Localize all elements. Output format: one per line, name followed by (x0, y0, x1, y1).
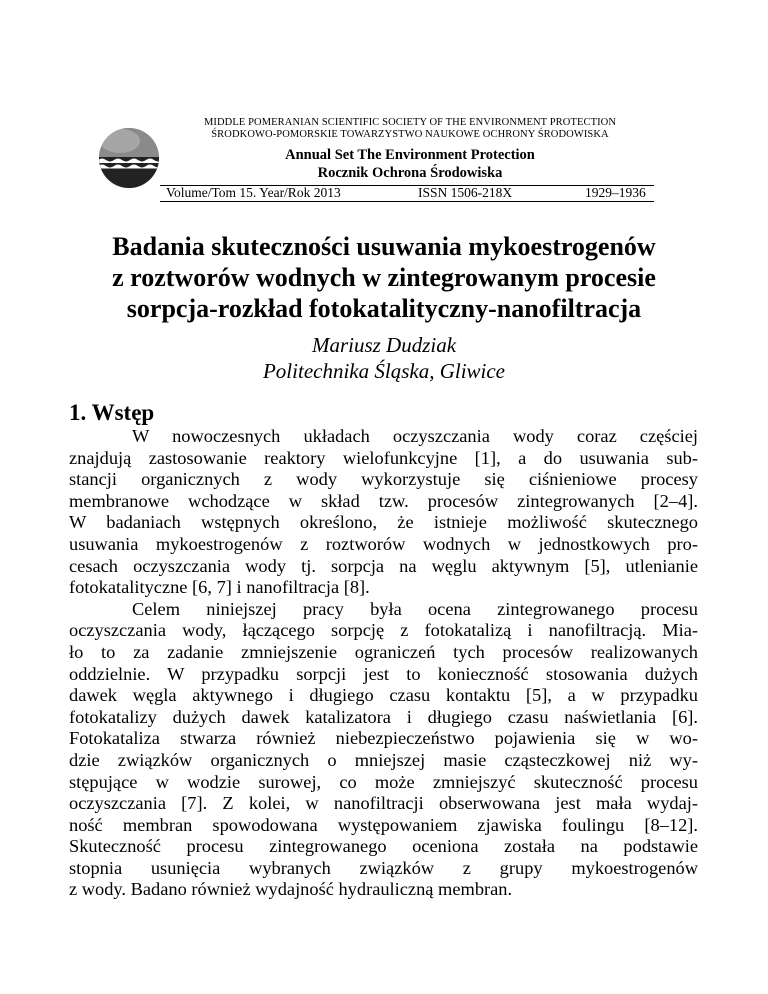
paragraph-line: dzie związków organicznych o mniejszej masie cząsteczkowej niż wy- (69, 749, 698, 770)
paragraph-line: usuwania mykoestrogenów z roztworów wodnych w jednostkowych pro- (69, 533, 698, 554)
paragraph-line: fotokatalityczne [6, 7] i nanofiltracja [8]. (69, 577, 370, 598)
author-affiliation: Politechnika Śląska, Gliwice (262, 359, 506, 383)
paragraph-line: ność membran spowodowana występowaniem zjawiska foulingu [8–12]. (69, 814, 698, 835)
paragraph-line: fotokatalizy dużych dawek katalizatora i długiego czasu naświetlania [6]. (69, 706, 698, 727)
paragraph-line: oczyszczania wody, łączącego sorpcję z fotokatalizą i nanofiltracją. Mia- (69, 620, 698, 641)
society-logo-icon (98, 127, 160, 189)
paragraph-line: z wody. Badano również wydajność hydrauliczną membran. (69, 879, 513, 900)
page-range: 1929–1936 (585, 185, 646, 200)
paragraph-line: oddzielnie. W przypadku sorpcji jest to konieczność stosowania dużych (69, 663, 698, 684)
paragraph-line: oczyszczania [7]. Z kolei, w nanofiltracji obserwowana jest mała wydaj- (69, 793, 698, 814)
paragraph-line: Celem niniejszej pracy była ocena zintegrowanego procesu (132, 598, 698, 619)
paragraph-line: W nowoczesnych układach oczyszczania wody coraz częściej (132, 426, 698, 446)
volume-year: Volume/Tom 15. Year/Rok 2013 (166, 185, 341, 200)
paragraph-line: stępujące w wodzie surowej, co może zmniejszyć skuteczność procesu (69, 771, 698, 792)
society-name-pl: ŚRODKOWO-POMORSKIE TOWARZYSTWO NAUKOWE OCHRONY ŚRODOWISKA (211, 129, 609, 140)
paragraph-line: cesach oczyszczania wody tj. sorpcja na węglu aktywnym [5], utlenianie (69, 555, 698, 576)
body-text (69, 426, 698, 901)
paragraph-line: W badaniach wstępnych określono, że istnieje możliwość skutecznego (69, 512, 698, 533)
paragraph-line: stancji organicznych z wody wykorzystuje się ciśnieniowe procesy (69, 469, 698, 490)
paragraph-line: Fotokataliza stwarza również niebezpieczeństwo pojawienia się w wo- (69, 728, 698, 749)
society-name-en: MIDDLE POMERANIAN SCIENTIFIC SOCIETY OF THE ENVIRONMENT PROTECTION (203, 117, 617, 128)
journal-title-pl: Rocznik Ochrona Środowiska (317, 165, 503, 181)
header-rule-bottom (160, 201, 654, 202)
paragraph-line: ło to za zadanie zmniejszenie ograniczeń tych procesów realizowanych (69, 641, 698, 662)
paragraph-line: Skuteczność procesu zintegrowanego oceniona została na podstawie (69, 836, 698, 857)
paragraph-line: dawek węgla aktywnego i długiego czasu kontaktu [5], a w przypadku (69, 685, 698, 706)
article-title-line: z roztworów wodnych w zintegrowanym procesie (112, 263, 656, 292)
issn: ISSN 1506-218X (418, 185, 513, 200)
paragraph-line: znajdują zastosowanie reaktory wielofunkcyjne [1], a do usuwania sub- (69, 447, 698, 468)
author-name: Mariusz Dudziak (311, 333, 457, 357)
article-title-line: Badania skuteczności usuwania mykoestrogenów (112, 232, 656, 261)
paragraph-line: membranowe wchodzące w skład tzw. procesów zintegrowanych [2–4]. (69, 490, 698, 511)
section-heading: 1. Wstęp (69, 400, 155, 425)
article-title-line: sorpcja-rozkład fotokatalityczny-nanofiltracja (126, 294, 642, 323)
journal-title-en: Annual Set The Environment Protection (285, 147, 535, 163)
article-title (80, 231, 688, 324)
paragraph-line: stopnia usunięcia wybranych związków z grupy mykoestrogenów (69, 857, 698, 878)
